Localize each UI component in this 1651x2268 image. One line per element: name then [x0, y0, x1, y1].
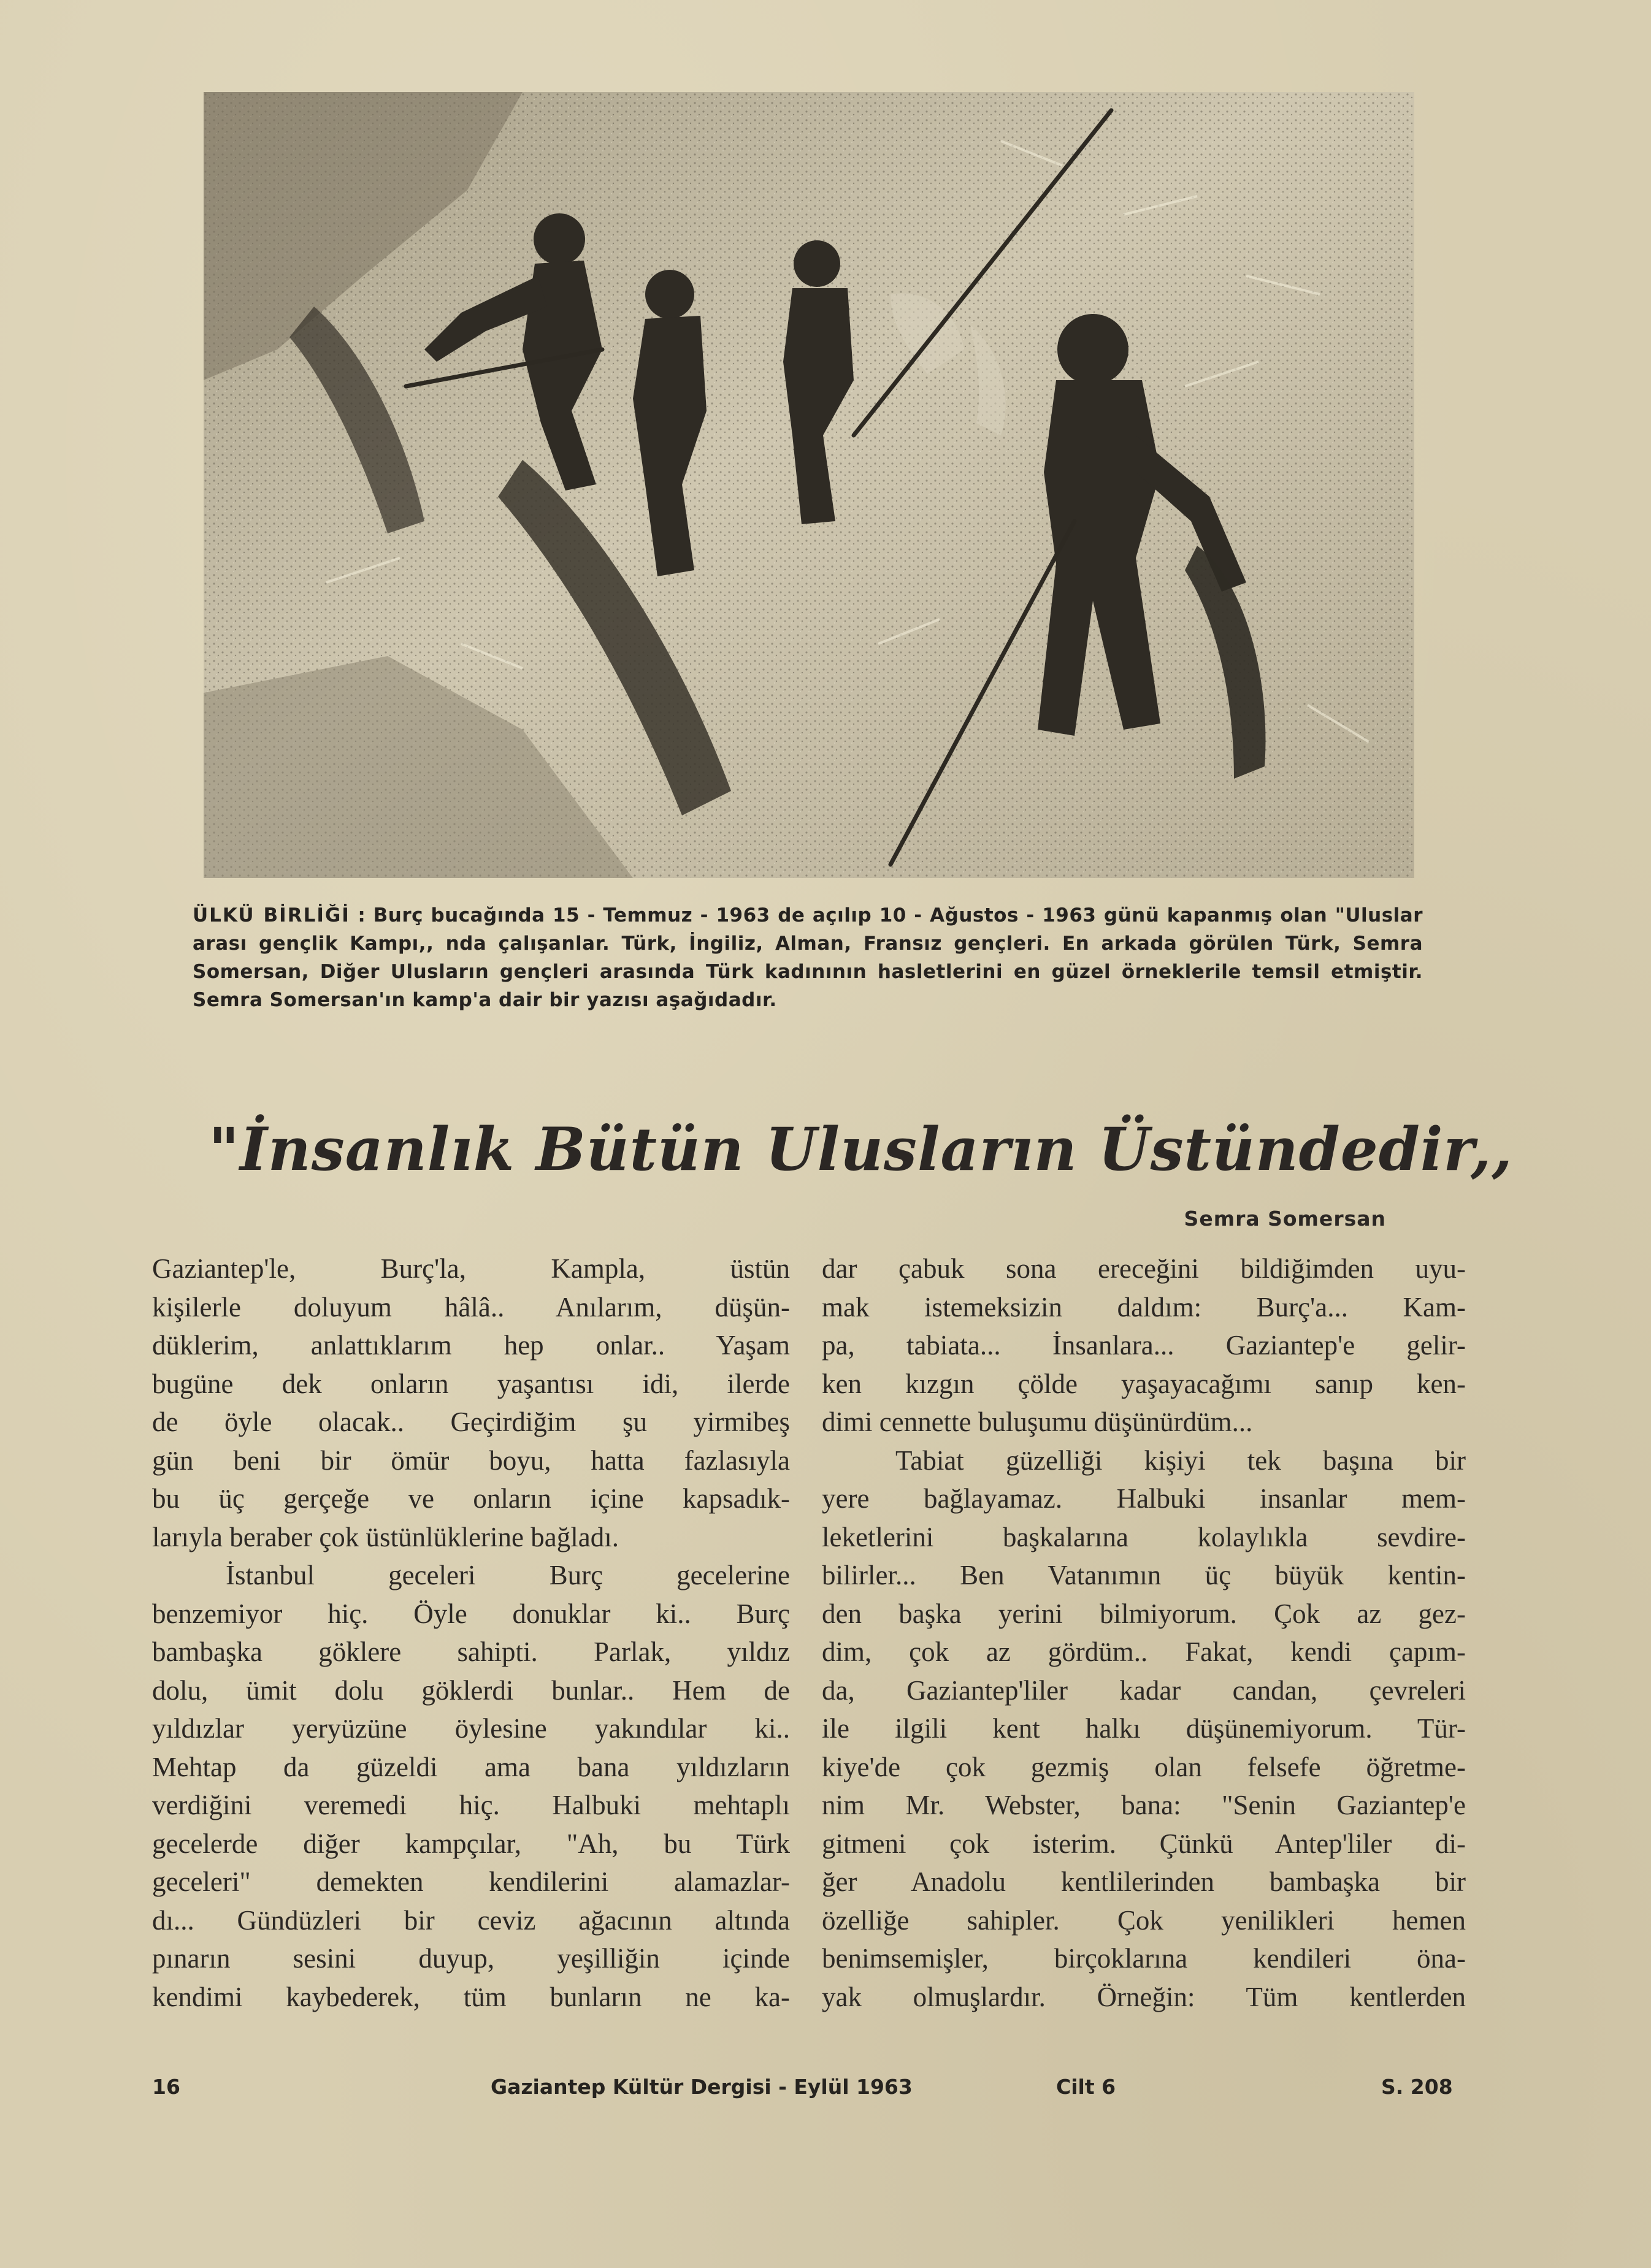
photo-caption [193, 901, 1423, 1014]
text-line: gecelerde diğer kampçılar, "Ah, bu Türk [152, 1828, 790, 1859]
article-column-right [822, 1250, 1466, 2016]
text-line: Gaziantep'le, Burç'la, Kampla, üstün [152, 1253, 790, 1284]
text-line: ken kızgın çölde yaşayacağımı sanıp ken- [822, 1368, 1466, 1399]
issue-label: S. 208 [1381, 2075, 1453, 2099]
article-author: Semra Somersan [1184, 1207, 1386, 1231]
text-line: dolu, ümit dolu göklerdi bunlar.. Hem de [152, 1674, 790, 1706]
text-line: pınarın sesini duyup, yeşilliğin içinde [152, 1943, 790, 1974]
text-line: Mehtap da güzeldi ama bana yıldızların [152, 1751, 790, 1782]
text-line: nim Mr. Webster, bana: "Senin Gaziantep'e [822, 1790, 1466, 1820]
text-line: da, Gaziantep'liler kadar candan, çevreleri [822, 1674, 1466, 1706]
page-number: 16 [152, 2075, 180, 2099]
text-line: dimi cennette buluşumu düşünürdüm... [822, 1407, 1253, 1437]
text-line: pa, tabiata... İnsanlara... Gaziantep'e gelir- [822, 1330, 1466, 1361]
article-column-left [152, 1250, 790, 2016]
text-line: Tabiat güzelliği kişiyi tek başına bir [895, 1445, 1466, 1476]
text-line: bambaşka göklere sahipti. Parlak, yıldız [152, 1636, 790, 1667]
text-line: kendimi kaybederek, tüm bunların ne ka- [152, 1981, 790, 2012]
text-line: mak istemeksizin daldım: Burç'a... Kam- [822, 1291, 1466, 1323]
volume-label: Cilt 6 [1056, 2075, 1116, 2099]
text-line: leketlerini başkalarına kolaylıkla sevdire- [822, 1521, 1466, 1552]
text-line: gitmeni çok isterim. Çünkü Antep'liler di- [822, 1828, 1466, 1859]
text-line: ile ilgili kent halkı düşünemiyorum. Tür- [822, 1713, 1466, 1744]
text-line: yıldızlar yeryüzüne öylesine yakındılar ki.. [152, 1713, 790, 1744]
text-line: düklerim, anlattıklarım hep onlar.. Yaşam [152, 1330, 790, 1361]
text-line: yere bağlayamaz. Halbuki insanlar mem- [822, 1483, 1466, 1514]
text-line: İstanbul geceleri Burç gecelerine [226, 1560, 790, 1590]
caption-text: : Burç bucağında 15 - Temmuz - 1963 de açılıp 10 - Ağustos - 1963 günü kapanmış olan "Uluslar arası gençlik Kampı,, nda çalışanlar. Türk, İngiliz, Alman, Fransız gençleri. En arkada görülen Türk, Semra Somersan, Diğer Ulusların gençleri arasında Türk kadınının hasletlerini en güzel örneklerile temsil etmiştir. Semra Somersan'ın kamp'a dair bir yazısı aşağıdadır. [193, 904, 1423, 1011]
text-line: dı... Gündüzleri bir ceviz ağacının altında [152, 1904, 790, 1936]
photo-campers-digging [204, 92, 1414, 878]
text-line: gün beni bir ömür boyu, hatta fazlasıyla [152, 1445, 790, 1476]
text-line: yak olmuşlardır. Örneğin: Tüm kentlerden [822, 1981, 1466, 2012]
text-line: kiye'de çok gezmiş olan felsefe öğretme- [822, 1751, 1466, 1782]
journal-name: Gaziantep Kültür Dergisi - Eylül 1963 [491, 2075, 913, 2099]
text-line: larıyla beraber çok üstünlüklerine bağladı. [152, 1521, 619, 1552]
text-line: den başka yerini bilmiyorum. Çok az gez- [822, 1598, 1466, 1629]
text-line: kişilerle doluyum hâlâ.. Anılarım, düşün- [152, 1291, 790, 1323]
caption-lead: ÜLKÜ BİRLİĞİ [193, 904, 350, 926]
photo-image [204, 92, 1414, 878]
text-line: bilirler... Ben Vatanımın üç büyük kentin- [822, 1560, 1466, 1590]
text-line: benzemiyor hiç. Öyle donuklar ki.. Burç [152, 1598, 790, 1629]
article-title: "İnsanlık Bütün Ulusların Üstündedir,, [209, 1115, 1513, 1184]
text-line: verdiğini veremedi hiç. Halbuki mehtaplı [152, 1790, 790, 1820]
page-footer [0, 2075, 1651, 2112]
text-line: özelliğe sahipler. Çok yenilikleri hemen [822, 1904, 1466, 1936]
text-line: geceleri" demekten kendilerini alamazlar- [152, 1866, 790, 1897]
text-line: bu üç gerçeğe ve onların içine kapsadık- [152, 1483, 790, 1514]
text-line: bugüne dek onların yaşantısı idi, ilerde [152, 1368, 790, 1399]
text-line: ğer Anadolu kentlilerinden bambaşka bir [822, 1866, 1466, 1897]
text-line: benimsemişler, birçoklarına kendileri öna- [822, 1943, 1466, 1974]
text-line: de öyle olacak.. Geçirdiğim şu yirmibeş [152, 1407, 790, 1437]
text-line: dar çabuk sona ereceğini bildiğimden uyu- [822, 1253, 1466, 1284]
text-line: dim, çok az gördüm.. Fakat, kendi çapım- [822, 1636, 1466, 1667]
